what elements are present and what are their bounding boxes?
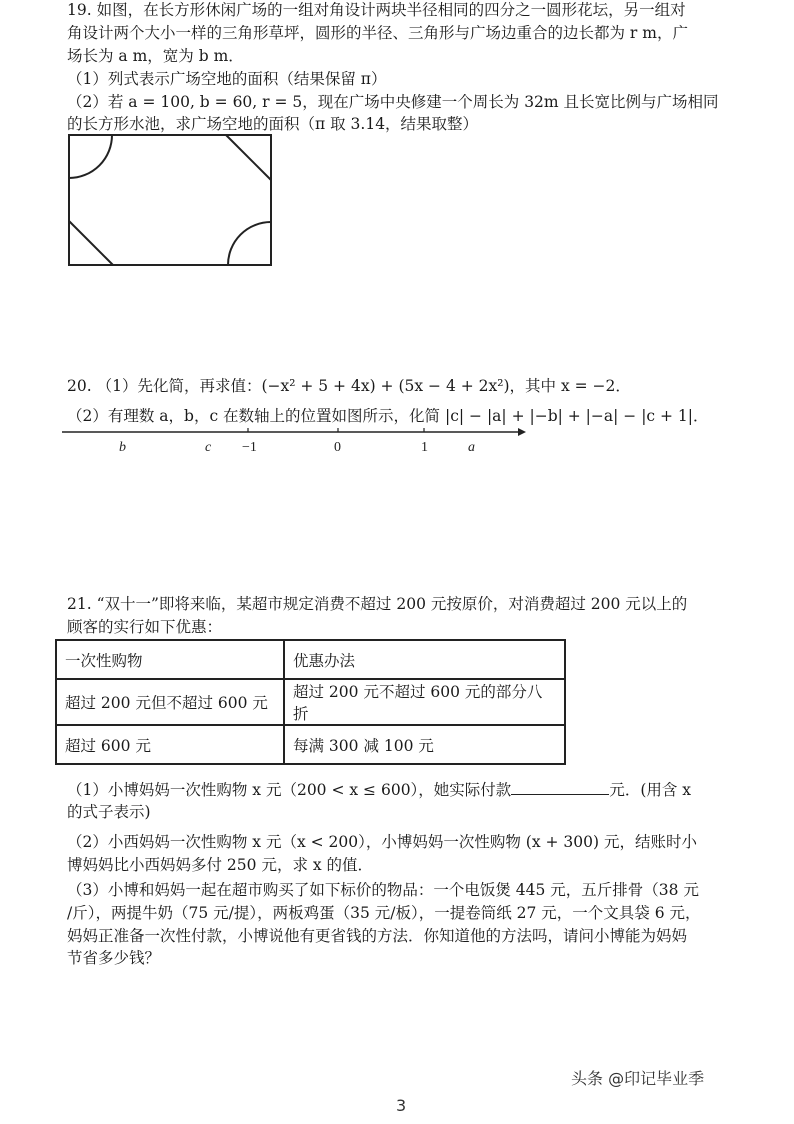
table-row	[56, 725, 565, 764]
number-line	[60, 420, 530, 460]
table-cell: 超过 600 元	[56, 725, 284, 764]
table-cell: 每满 300 减 100 元	[284, 725, 565, 764]
q20-part-1: 20. （1）先化简，再求值：(−x² + 5 + 4x) + (5x − 4 + 2x²)，其中 x = −2．	[67, 377, 631, 395]
plaza-rectangle	[69, 135, 271, 265]
q21-part-3-line-3: 妈妈正准备一次性付款，小博说他有更省钱的方法．你知道他的方法吗，请问小博能为妈妈	[67, 927, 688, 945]
axis-label-b: b	[119, 440, 126, 455]
axis-label-neg-1: −1	[242, 440, 257, 455]
table-cell: 超过 200 元不超过 600 元的部分八折	[284, 679, 565, 725]
q19-line-2: 角设计两个大小一样的三角形草坪，圆形的半径、三角形与广场边重合的边长都为 r m，广	[67, 24, 688, 42]
plaza-diagram	[68, 134, 274, 268]
axis-label-c: c	[205, 440, 212, 455]
watermark: 头条 @印记毕业季	[571, 1069, 705, 1088]
q21-intro-2: 顾客的实行如下优惠：	[67, 618, 223, 636]
q21-part-3: （3）小博和妈妈一起在超市购买了如下标价的物品：一个电饭煲 445 元，五斤排骨（38 元	[67, 881, 699, 899]
table-row	[56, 679, 565, 725]
number-line-arrow	[518, 428, 526, 436]
triangle-lawn-top-right	[226, 135, 271, 180]
q21-part-3-line-4: 节省多少钱？	[67, 949, 161, 967]
table-header-row	[56, 640, 565, 679]
q20-part-2: （2）有理数 a，b，c 在数轴上的位置如图所示，化简 |c| − |a| + |−b| + |−a| − |c + 1|．	[67, 407, 709, 425]
q21-part-2: （2）小西妈妈一次性购物 x 元（x < 200），小博妈妈一次性购物 (x + 300) 元，结账时小	[67, 833, 697, 851]
q21-intro-1: 21. “双十一”即将来临，某超市规定消费不超过 200 元按原价，对消费超过 200 元以上的	[67, 595, 688, 613]
q21-part-1-suffix: 元．(用含 x	[609, 781, 692, 799]
q19-line-3: 场长为 a m，宽为 b m．	[67, 47, 244, 65]
q21-part-1	[67, 780, 691, 800]
q21-part-1-text: （1）小博妈妈一次性购物 x 元（200 < x ≤ 600），她实际付款	[67, 781, 512, 799]
quarter-circle-flowerbed-top-left	[69, 135, 112, 178]
table-header-cell: 一次性购物	[56, 640, 284, 679]
q19-line-1: 19. 如图，在长方形休闲广场的一组对角设计两块半径相同的四分之一圆形花坛，另一组对	[67, 1, 686, 19]
q21-part-2-cont: 博妈妈比小西妈妈多付 250 元，求 x 的值．	[67, 856, 374, 874]
table-cell: 超过 200 元但不超过 600 元	[56, 679, 284, 725]
axis-label-a: a	[468, 440, 475, 455]
triangle-lawn-bottom-left	[69, 221, 113, 265]
q19-part-1: （1）列式表示广场空地的面积（结果保留 π）	[67, 70, 387, 88]
q21-part-3-line-2: /斤），两提牛奶（75 元/提），两板鸡蛋（35 元/板），一提卷筒纸 27 元，一个文具袋 6 元，	[67, 904, 701, 922]
axis-label-0: 0	[334, 440, 341, 455]
discount-table	[55, 639, 566, 765]
q19-part-2-cont: 的长方形水池，求广场空地的面积（π 取 3.14，结果取整）	[67, 115, 479, 133]
q19-part-2: （2）若 a = 100, b = 60, r = 5，现在广场中央修建一个周长为 32m 且长宽比例与广场相同	[67, 93, 719, 111]
q21-part-1-cont: 的式子表示)	[67, 803, 151, 821]
answer-blank[interactable]	[511, 780, 609, 795]
page-number: 3	[396, 1096, 407, 1115]
quarter-circle-flowerbed-bottom-right	[228, 222, 271, 265]
axis-label-1: 1	[421, 440, 428, 455]
table-header-cell: 优惠办法	[284, 640, 565, 679]
